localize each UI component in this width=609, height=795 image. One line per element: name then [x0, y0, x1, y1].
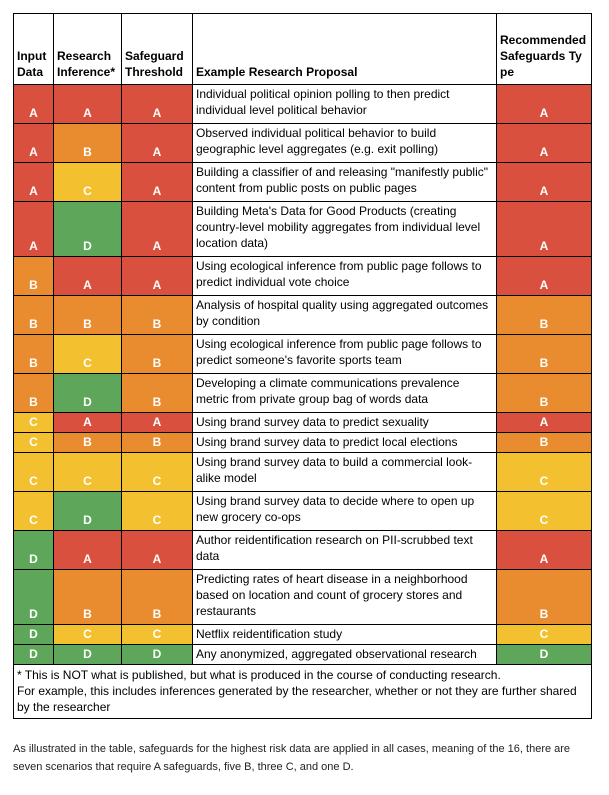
- research-inference-cell: A: [54, 413, 122, 433]
- research-inference-cell: A: [54, 531, 122, 570]
- example-proposal-cell: Any anonymized, aggregated observational research: [193, 645, 497, 665]
- input-data-cell: C: [14, 453, 54, 492]
- recommended-type-cell: A: [497, 85, 592, 124]
- example-proposal-cell: Individual political opinion polling to then predict individual level political behavior: [193, 85, 497, 124]
- safeguard-threshold-cell: D: [122, 645, 193, 665]
- research-inference-cell: C: [54, 453, 122, 492]
- input-data-cell: B: [14, 296, 54, 335]
- table-row: [14, 433, 592, 453]
- research-inference-cell: D: [54, 202, 122, 257]
- safeguards-table-container: [13, 13, 591, 719]
- input-data-cell: C: [14, 413, 54, 433]
- safeguard-threshold-cell: A: [122, 202, 193, 257]
- header-recommended-type: Recommended Safeguards Type: [497, 14, 592, 85]
- research-inference-cell: B: [54, 296, 122, 335]
- recommended-type-cell: D: [497, 645, 592, 665]
- input-data-cell: B: [14, 257, 54, 296]
- recommended-type-cell: A: [497, 531, 592, 570]
- recommended-type-cell: A: [497, 413, 592, 433]
- safeguard-threshold-cell: A: [122, 257, 193, 296]
- input-data-cell: A: [14, 124, 54, 163]
- research-inference-cell: D: [54, 492, 122, 531]
- input-data-cell: A: [14, 202, 54, 257]
- recommended-type-cell: A: [497, 124, 592, 163]
- header-safeguard-threshold: Safeguard Threshold: [122, 14, 193, 85]
- input-data-cell: A: [14, 85, 54, 124]
- recommended-type-cell: B: [497, 374, 592, 413]
- recommended-type-cell: A: [497, 257, 592, 296]
- table-body: [14, 85, 592, 665]
- research-inference-cell: B: [54, 570, 122, 625]
- recommended-type-cell: A: [497, 202, 592, 257]
- footnote-line-1: * This is NOT what is published, but what is produced in the course of conducting research.: [17, 668, 501, 682]
- table-row: [14, 296, 592, 335]
- safeguard-threshold-cell: C: [122, 625, 193, 645]
- example-proposal-cell: Developing a climate communications prevalence metric from private group bag of words data: [193, 374, 497, 413]
- table-row: [14, 453, 592, 492]
- safeguard-threshold-cell: A: [122, 413, 193, 433]
- caption-text: As illustrated in the table, safeguards for the highest risk data are applied in all cases, meaning of the 16, there are seven scenarios that require A safeguards, five B, three C, and one D.: [13, 743, 571, 773]
- example-proposal-cell: Using ecological inference from public page follows to predict individual vote choice: [193, 257, 497, 296]
- table-row: [14, 492, 592, 531]
- safeguard-threshold-cell: A: [122, 163, 193, 202]
- example-proposal-cell: Analysis of hospital quality using aggregated outcomes by condition: [193, 296, 497, 335]
- safeguard-threshold-cell: C: [122, 453, 193, 492]
- safeguard-threshold-cell: B: [122, 335, 193, 374]
- table-row: [14, 531, 592, 570]
- table-row: [14, 374, 592, 413]
- input-data-cell: C: [14, 492, 54, 531]
- input-data-cell: C: [14, 433, 54, 453]
- example-proposal-cell: Building a classifier of and releasing "manifestly public" content from public posts on public pages: [193, 163, 497, 202]
- safeguard-threshold-cell: A: [122, 124, 193, 163]
- research-inference-cell: A: [54, 85, 122, 124]
- safeguard-threshold-cell: A: [122, 85, 193, 124]
- safeguard-threshold-cell: B: [122, 433, 193, 453]
- recommended-type-cell: C: [497, 625, 592, 645]
- footnote-cell: [14, 665, 592, 719]
- table-row: [14, 202, 592, 257]
- safeguard-threshold-cell: A: [122, 531, 193, 570]
- research-inference-cell: B: [54, 433, 122, 453]
- recommended-type-cell: B: [497, 433, 592, 453]
- recommended-type-cell: B: [497, 296, 592, 335]
- recommended-type-cell: C: [497, 453, 592, 492]
- example-proposal-cell: Observed individual political behavior to build geographic level aggregates (e.g. exit polling): [193, 124, 497, 163]
- recommended-type-cell: B: [497, 570, 592, 625]
- header-input-data: Input Data: [14, 14, 54, 85]
- safeguard-threshold-cell: B: [122, 296, 193, 335]
- safeguard-threshold-cell: B: [122, 570, 193, 625]
- example-proposal-cell: Netflix reidentification study: [193, 625, 497, 645]
- recommended-type-cell: B: [497, 335, 592, 374]
- table-row: [14, 645, 592, 665]
- example-proposal-cell: Using brand survey data to predict local elections: [193, 433, 497, 453]
- example-proposal-cell: Using brand survey data to build a commercial look-alike model: [193, 453, 497, 492]
- input-data-cell: D: [14, 625, 54, 645]
- table-row: [14, 335, 592, 374]
- safeguards-table: [13, 13, 592, 719]
- input-data-cell: A: [14, 163, 54, 202]
- research-inference-cell: D: [54, 374, 122, 413]
- table-row: [14, 85, 592, 124]
- table-row: [14, 163, 592, 202]
- footnote-line-2: For example, this includes inferences generated by the researcher, whether or not they are further shared by the researcher: [17, 684, 577, 714]
- recommended-type-cell: C: [497, 492, 592, 531]
- table-row: [14, 124, 592, 163]
- table-row: [14, 570, 592, 625]
- recommended-type-cell: A: [497, 163, 592, 202]
- safeguard-threshold-cell: B: [122, 374, 193, 413]
- table-row: [14, 413, 592, 433]
- example-proposal-cell: Predicting rates of heart disease in a neighborhood based on location and count of grocery stores and restaurants: [193, 570, 497, 625]
- research-inference-cell: A: [54, 257, 122, 296]
- footnote-row: [14, 665, 592, 719]
- research-inference-cell: C: [54, 625, 122, 645]
- research-inference-cell: C: [54, 163, 122, 202]
- example-proposal-cell: Using brand survey data to decide where to open up new grocery co-ops: [193, 492, 497, 531]
- input-data-cell: B: [14, 335, 54, 374]
- table-row: [14, 625, 592, 645]
- input-data-cell: D: [14, 645, 54, 665]
- header-example-proposal: Example Research Proposal: [193, 14, 497, 85]
- safeguard-threshold-cell: C: [122, 492, 193, 531]
- table-row: [14, 257, 592, 296]
- research-inference-cell: D: [54, 645, 122, 665]
- example-proposal-cell: Building Meta's Data for Good Products (creating country-level mobility aggregates from individual level location data): [193, 202, 497, 257]
- input-data-cell: D: [14, 570, 54, 625]
- input-data-cell: B: [14, 374, 54, 413]
- research-inference-cell: C: [54, 335, 122, 374]
- header-row: [14, 14, 592, 85]
- input-data-cell: D: [14, 531, 54, 570]
- example-proposal-cell: Author reidentification research on PII-scrubbed text data: [193, 531, 497, 570]
- research-inference-cell: B: [54, 124, 122, 163]
- example-proposal-cell: Using brand survey data to predict sexuality: [193, 413, 497, 433]
- example-proposal-cell: Using ecological inference from public page follows to predict someone's favorite sports team: [193, 335, 497, 374]
- header-research-inference: Research Inference*: [54, 14, 122, 85]
